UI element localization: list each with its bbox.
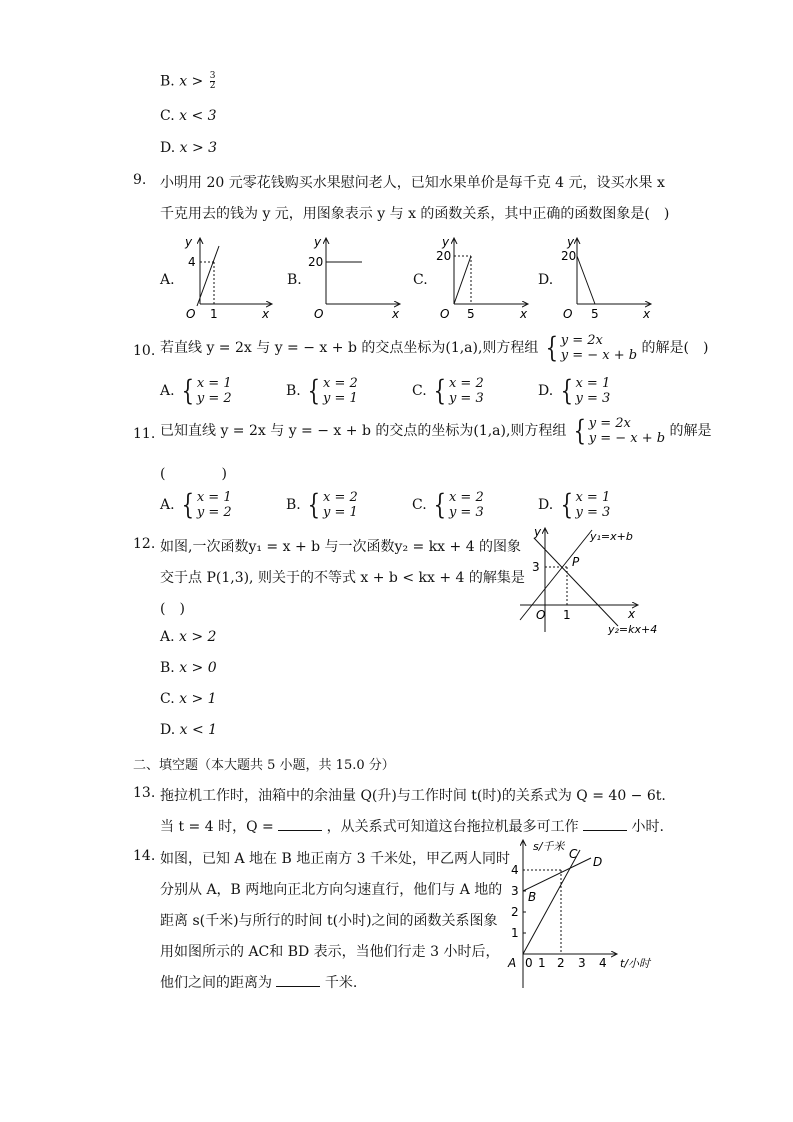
system-row: y = 1 bbox=[323, 391, 358, 406]
t-label: t/小时 bbox=[620, 957, 651, 970]
point-d-label: D bbox=[593, 855, 603, 869]
brace-icon: { bbox=[433, 488, 447, 521]
q9-graph-c bbox=[434, 232, 534, 322]
option-d[interactable] bbox=[160, 140, 217, 156]
answer-blank[interactable] bbox=[583, 816, 627, 831]
q12-option-b[interactable] bbox=[160, 660, 217, 676]
q10-number: 10. bbox=[133, 343, 156, 359]
line-y2 bbox=[534, 538, 618, 626]
point-p-label: P bbox=[572, 555, 580, 569]
q10-option-a[interactable] bbox=[160, 376, 232, 406]
option-letter: D. bbox=[538, 497, 554, 513]
option-expr: x > bbox=[179, 73, 204, 90]
q11-options bbox=[160, 490, 640, 524]
option-b[interactable] bbox=[160, 72, 215, 91]
q11-option-c[interactable] bbox=[412, 490, 484, 520]
system-row: x = 2 bbox=[323, 376, 358, 391]
fraction bbox=[210, 72, 216, 91]
option-letter: A. bbox=[160, 497, 175, 513]
numerator: 3 bbox=[209, 71, 216, 81]
y-label: y bbox=[185, 235, 193, 249]
denominator: 2 bbox=[209, 81, 216, 91]
q14-line3: 距离 s(千米)与所行的时间 t(小时)之间的函数关系图象 bbox=[160, 913, 498, 929]
x-tick: 3 bbox=[578, 956, 586, 970]
system-row: x = 1 bbox=[196, 376, 232, 391]
graph-line bbox=[454, 256, 471, 304]
q9-graph-a bbox=[180, 232, 280, 322]
q11-number: 11. bbox=[133, 426, 156, 442]
x-tick: 5 bbox=[467, 307, 475, 321]
q14-line2: 分别从 A，B 两地向正北方向匀速直行，他们与 A 地的 bbox=[160, 882, 503, 898]
option-expr: x < 3 bbox=[179, 108, 217, 124]
option-c[interactable] bbox=[160, 108, 217, 124]
option-letter: A. bbox=[160, 629, 175, 645]
q12-line2: 交于点 P(1,3), 则关于的不等式 x + b < kx + 4 的解集是 bbox=[160, 570, 525, 586]
q13-text-a: 当 t = 4 时，Q = bbox=[160, 819, 274, 835]
q14-figure bbox=[505, 836, 675, 996]
origin-label: O bbox=[186, 307, 196, 321]
origin-label: O bbox=[563, 307, 573, 321]
x-tick: 0 bbox=[525, 956, 533, 970]
q10-options bbox=[160, 376, 640, 410]
brace-icon: { bbox=[307, 488, 321, 521]
option-letter: A. bbox=[160, 383, 175, 399]
q9-line1: 小明用 20 元零花钱购买水果慰问老人，已知水果单价是每千克 4 元，设买水果 x bbox=[160, 175, 665, 191]
x-label: x bbox=[628, 607, 636, 621]
line1-label: y₁=x+b bbox=[590, 530, 633, 543]
q13-line2 bbox=[160, 816, 664, 836]
q10-option-d[interactable] bbox=[538, 376, 610, 406]
x-tick: 1 bbox=[563, 608, 571, 622]
option-expr: x > 0 bbox=[179, 660, 217, 676]
q11-stem bbox=[160, 416, 712, 446]
q9-line2: 千克用去的钱为 y 元，用图象表示 y 与 x 的函数关系，其中正确的函数图象是( ) bbox=[160, 206, 670, 222]
q14-text-b: 千米. bbox=[324, 975, 358, 991]
system-row: x = 1 bbox=[196, 490, 232, 505]
q11-stem-a: 已知直线 y = 2x 与 y = − x + b 的交点的坐标为(1,a),则方程组 bbox=[160, 423, 567, 439]
x-label: x bbox=[392, 307, 400, 321]
brace-icon: { bbox=[181, 488, 195, 521]
option-expr: x > 2 bbox=[179, 629, 217, 645]
q10-stem-b: 的解是( ) bbox=[641, 340, 709, 356]
option-letter: C. bbox=[412, 383, 427, 399]
q14-text-a: 他们之间的距离为 bbox=[160, 975, 272, 991]
q14-number: 14. bbox=[133, 848, 156, 864]
y-label: y bbox=[534, 525, 542, 539]
y-tick: 20 bbox=[436, 249, 452, 263]
option-expr: x > 1 bbox=[179, 691, 217, 707]
option-letter: C. bbox=[160, 691, 175, 707]
system-row: y = − x + b bbox=[560, 348, 638, 363]
system-row: x = 2 bbox=[448, 490, 484, 505]
option-letter: D. bbox=[160, 140, 176, 156]
q9-option-a-letter[interactable]: A. bbox=[160, 272, 175, 288]
q10-option-c[interactable] bbox=[412, 376, 484, 406]
q13-line1: 拖拉机工作时，油箱中的余油量 Q(升)与工作时间 t(时)的关系式为 Q = 40 − 6t. bbox=[160, 788, 666, 804]
q12-line1: 如图,一次函数y₁ = x + b 与一次函数y₂ = kx + 4 的图象 bbox=[160, 539, 522, 555]
brace-icon: { bbox=[560, 374, 573, 407]
y-tick: 3 bbox=[511, 884, 519, 898]
brace-icon: { bbox=[307, 374, 321, 407]
x-tick: 4 bbox=[599, 956, 607, 970]
system-row: y = 1 bbox=[323, 505, 358, 520]
y-label: y bbox=[567, 235, 575, 249]
system-row: y = 2x bbox=[588, 416, 631, 431]
brace-icon: { bbox=[560, 488, 573, 521]
q9-number: 9. bbox=[133, 172, 147, 188]
option-letter: C. bbox=[160, 108, 175, 124]
q10-option-b[interactable] bbox=[286, 376, 358, 406]
y-label: y bbox=[314, 235, 322, 249]
equation-system bbox=[543, 333, 637, 363]
option-expr: x < 1 bbox=[179, 722, 218, 738]
y-tick: 4 bbox=[511, 863, 519, 877]
x-label: x bbox=[643, 307, 651, 321]
system-row: y = 3 bbox=[575, 505, 611, 520]
line-bd bbox=[523, 858, 591, 891]
system-row: x = 2 bbox=[323, 490, 358, 505]
option-expr: x > 3 bbox=[179, 140, 218, 156]
q9-graph-d bbox=[557, 232, 657, 322]
x-tick: 5 bbox=[591, 307, 599, 321]
system-row: y = − x + b bbox=[588, 431, 666, 446]
q13-number: 13. bbox=[133, 785, 156, 801]
q9-option-c-letter[interactable]: C. bbox=[413, 272, 428, 288]
system-row: x = 2 bbox=[448, 376, 484, 391]
q9-graph-b bbox=[306, 232, 406, 322]
y-tick: 3 bbox=[532, 560, 540, 574]
brace-icon: { bbox=[433, 374, 447, 407]
q12-option-c[interactable] bbox=[160, 691, 217, 707]
system-row: y = 3 bbox=[575, 391, 611, 406]
point-b-label: B bbox=[528, 890, 537, 904]
q13-text-c: 小时. bbox=[631, 819, 664, 835]
system-row: y = 2 bbox=[196, 505, 232, 520]
q11-option-b[interactable] bbox=[286, 490, 358, 520]
y-tick: 1 bbox=[511, 926, 519, 940]
q11-paren: ( ) bbox=[160, 466, 227, 482]
origin-label: O bbox=[314, 307, 324, 321]
origin-label: O bbox=[440, 307, 450, 321]
section-title: 二、填空题（本大题共 5 小题，共 15.0 分） bbox=[133, 758, 395, 773]
line2-label: y₂=kx+4 bbox=[608, 623, 658, 636]
q11-stem-b: 的解是 bbox=[669, 423, 712, 439]
point-c-label: C bbox=[569, 847, 578, 861]
q14-line1: 如图，已知 A 地在 B 地正南方 3 千米处，甲乙两人同时 bbox=[160, 851, 511, 867]
line-y1 bbox=[520, 530, 592, 620]
option-letter: B. bbox=[286, 383, 301, 399]
y-tick: 20 bbox=[561, 249, 577, 263]
brace-icon: { bbox=[573, 414, 587, 447]
system-row: y = 2x bbox=[560, 333, 603, 348]
system-row: x = 1 bbox=[575, 376, 611, 391]
q10-stem-a: 若直线 y = 2x 与 y = − x + b 的交点坐标为(1,a),则方程组 bbox=[160, 340, 539, 356]
graph-line bbox=[577, 256, 595, 304]
option-letter: D. bbox=[538, 383, 554, 399]
y-tick: 20 bbox=[308, 255, 324, 269]
y-label: y bbox=[442, 235, 450, 249]
x-label: x bbox=[520, 307, 528, 321]
system-row: y = 3 bbox=[448, 505, 484, 520]
y-tick: 2 bbox=[511, 905, 519, 919]
answer-blank[interactable] bbox=[276, 972, 320, 987]
q12-option-d[interactable] bbox=[160, 722, 217, 738]
point-a-label: A bbox=[508, 956, 517, 970]
q9-option-b-letter[interactable]: B. bbox=[287, 272, 302, 288]
s-label: s/千米 bbox=[533, 840, 565, 853]
x-label: x bbox=[262, 307, 270, 321]
brace-icon: { bbox=[545, 331, 559, 364]
option-letter: B. bbox=[160, 73, 175, 90]
y-tick: 4 bbox=[188, 255, 196, 269]
brace-icon: { bbox=[181, 374, 195, 407]
option-letter: B. bbox=[160, 660, 175, 676]
system-row: x = 1 bbox=[575, 490, 611, 505]
q9-option-d-letter[interactable]: D. bbox=[538, 272, 554, 288]
option-letter: B. bbox=[286, 497, 301, 513]
system-row: y = 2 bbox=[196, 391, 232, 406]
option-letter: D. bbox=[160, 722, 176, 738]
system-row: y = 3 bbox=[448, 391, 484, 406]
q12-number: 12. bbox=[133, 536, 156, 552]
q12-option-a[interactable] bbox=[160, 629, 216, 645]
q10-stem bbox=[160, 333, 708, 363]
q12-figure bbox=[512, 520, 672, 640]
origin-label: O bbox=[536, 608, 546, 622]
answer-blank[interactable] bbox=[278, 816, 322, 831]
q11-option-a[interactable] bbox=[160, 490, 232, 520]
option-letter: C. bbox=[412, 497, 427, 513]
q14-line5 bbox=[160, 972, 357, 992]
q14-line4: 用如图所示的 AC和 BD 表示，当他们行走 3 小时后， bbox=[160, 944, 500, 960]
x-tick: 1 bbox=[210, 307, 218, 321]
q13-text-b: ，从关系式可知道这台拖拉机最多可工作 bbox=[326, 819, 579, 835]
equation-system bbox=[571, 416, 665, 446]
q12-line3: ( ) bbox=[160, 601, 185, 617]
q11-option-d[interactable] bbox=[538, 490, 610, 520]
x-tick: 2 bbox=[557, 956, 565, 970]
x-tick: 1 bbox=[538, 956, 546, 970]
